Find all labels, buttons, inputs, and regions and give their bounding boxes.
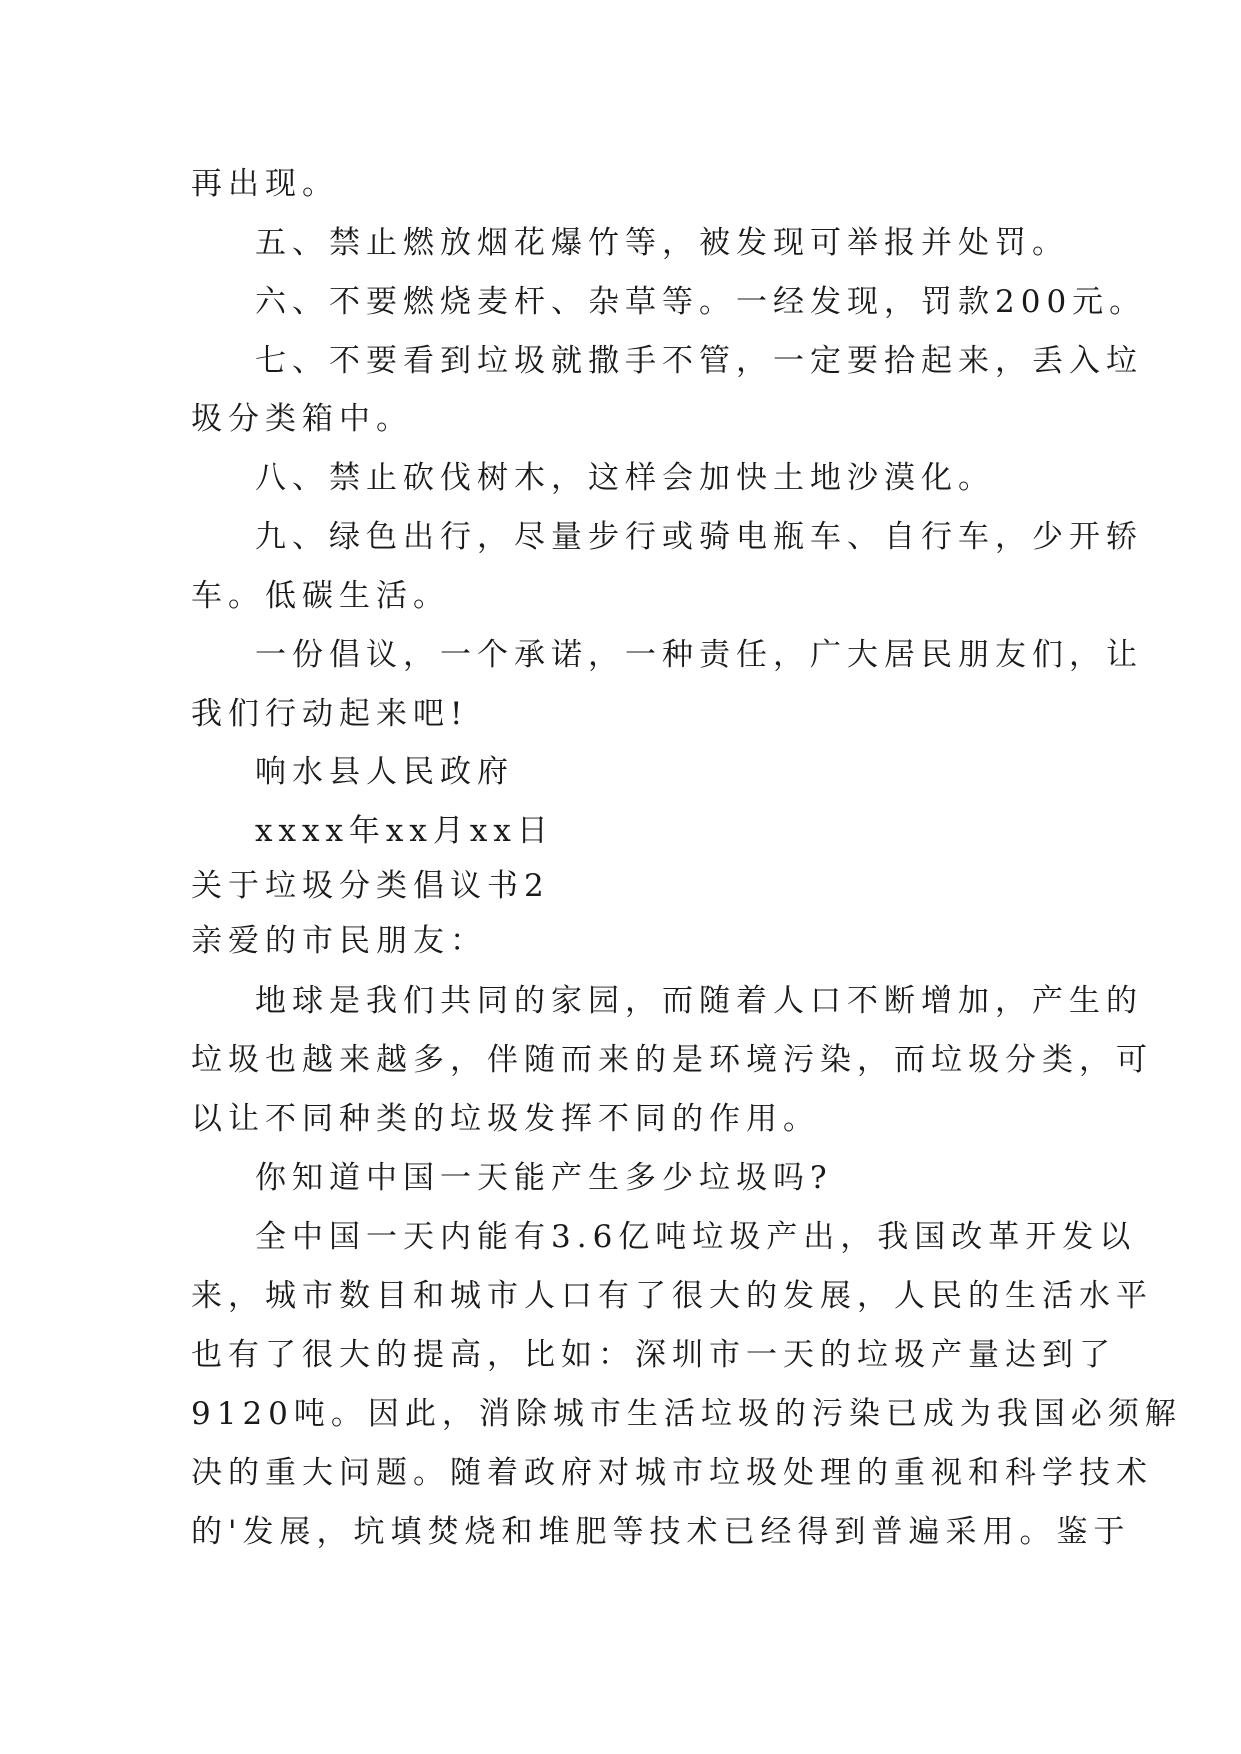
text-line: 9120吨。因此，消除城市生活垃圾的污染已成为我国必须解: [191, 1396, 1182, 1432]
text-line: 垃圾也越来越多，伴随而来的是环境污染，而垃圾分类，可: [191, 1042, 1153, 1078]
text-line: 我们行动起来吧!: [191, 696, 469, 732]
text-line: 来，城市数目和城市人口有了很大的发展，人民的生活水平: [191, 1278, 1153, 1314]
text-line: 九、绿色出行，尽量步行或骑电瓶车、自行车，少开轿: [255, 519, 1143, 555]
signature-date: xxxx年xx月xx日: [255, 813, 554, 849]
text-line: 全中国一天内能有3.6亿吨垃圾产出，我国改革开发以: [255, 1219, 1137, 1255]
text-line: 的'发展，坑填焚烧和堆肥等技术已经得到普遍采用。鉴于: [191, 1514, 1131, 1550]
text-line: 一份倡议，一个承诺，一种责任，广大居民朋友们，让: [255, 637, 1143, 673]
text-line: 圾分类箱中。: [191, 401, 413, 437]
text-line: 五、禁止燃放烟花爆竹等，被发现可举报并处罚。: [255, 225, 1069, 261]
text-line: 以让不同种类的垃圾发挥不同的作用。: [191, 1101, 820, 1137]
text-line: 地球是我们共同的家园，而随着人口不断增加，产生的: [255, 983, 1143, 1019]
text-line: 再出现。: [191, 166, 339, 202]
text-line: 你知道中国一天能产生多少垃圾吗?: [255, 1160, 833, 1196]
text-line: 六、不要燃烧麦杆、杂草等。一经发现，罚款200元。: [255, 284, 1147, 320]
text-line: 八、禁止砍伐树木，这样会加快土地沙漠化。: [255, 460, 995, 496]
salutation: 亲爱的市民朋友：: [191, 923, 487, 959]
signature-org: 响水县人民政府: [255, 754, 514, 790]
text-line: 车。低碳生活。: [191, 578, 450, 614]
text-line: 七、不要看到垃圾就撒手不管，一定要拾起来，丢入垃: [255, 343, 1143, 379]
text-line: 决的重大问题。随着政府对城市垃圾处理的重视和科学技术: [191, 1455, 1153, 1491]
section-title: 关于垃圾分类倡议书2: [191, 868, 550, 904]
text-line: 也有了很大的提高，比如：深圳市一天的垃圾产量达到了: [191, 1337, 1116, 1373]
